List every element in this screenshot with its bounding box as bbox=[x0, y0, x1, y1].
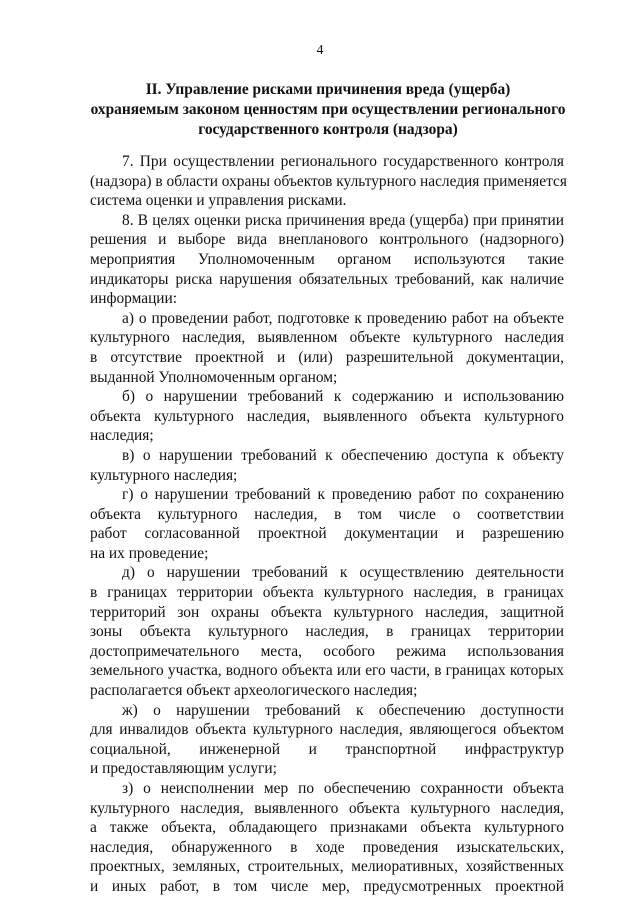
heading-line: государственного контроля (надзора) bbox=[198, 121, 458, 138]
text-line: решения и выборе вида внепланового контрольного (надзорного) bbox=[90, 231, 564, 249]
text-line: для инвалидов объекта культурного наследия, являющегося объектом bbox=[90, 721, 564, 739]
text-line: и иных работ, в том числе мер, предусмотренных проектной bbox=[90, 877, 564, 895]
list-item-z bbox=[90, 779, 564, 897]
text-line: в отсутствие проектной и (или) разрешительной документации, bbox=[90, 348, 564, 366]
text-line: наследия, обнаруженного в ходе проведения изыскательских, bbox=[90, 838, 564, 856]
heading-line: II. Управление рисками причинения вреда (ущерба) bbox=[145, 81, 511, 98]
text-line: культурного наследия; bbox=[90, 466, 238, 484]
text-line: выданной Уполномоченным органом; bbox=[90, 368, 338, 386]
text-line: объекта культурного наследия, в том числе о соответствии bbox=[90, 505, 564, 523]
text-line: б) о нарушении требований к содержанию и использованию bbox=[122, 388, 564, 406]
text-line: 7. При осуществлении регионального государственного контроля bbox=[122, 153, 564, 170]
text-line: на их проведение; bbox=[90, 544, 209, 562]
text-line: проектных, земляных, строительных, мелиоративных, хозяйственных bbox=[90, 858, 564, 876]
text-line: г) о нарушении требований к проведению работ по сохранению bbox=[122, 486, 564, 504]
text-line: (надзора) в области охраны объектов культурного наследия применяется bbox=[90, 172, 567, 190]
text-line: в границах территории объекта культурного наследия, в границах bbox=[90, 584, 564, 602]
text-line: культурного наследия, выявленном объекте культурного наследия bbox=[90, 329, 564, 347]
list-item-d bbox=[90, 563, 564, 700]
list-item-g bbox=[90, 485, 564, 563]
list-item-zh bbox=[90, 701, 564, 779]
text-line: и предоставляющим услуги; bbox=[90, 760, 277, 778]
list-item-a bbox=[90, 309, 564, 387]
list-item-v bbox=[90, 446, 564, 485]
text-line: объекта культурного наследия, выявленного объекта культурного bbox=[90, 407, 564, 425]
text-line: д) о нарушении требований к осуществлению деятельности bbox=[122, 564, 564, 582]
text-line: культурного наследия, выявленного объекта культурного наследия, bbox=[90, 799, 564, 817]
text-line: наследия; bbox=[90, 427, 154, 445]
section-heading bbox=[90, 80, 566, 140]
page-number: 4 bbox=[316, 43, 324, 58]
text-line: з) о неисполнении мер по обеспечению сохранности объекта bbox=[122, 780, 564, 797]
text-line: информации: bbox=[90, 290, 178, 308]
text-line: располагается объект археологического наследия; bbox=[90, 682, 418, 700]
text-line: работ согласованной проектной документации и разрешению bbox=[90, 525, 564, 543]
text-line: индикаторы риска нарушения обязательных требований, как наличие bbox=[90, 270, 564, 288]
text-line: мероприятия Уполномоченным органом используются такие bbox=[90, 250, 564, 268]
text-line: ж) о нарушении требований к обеспечению доступности bbox=[122, 701, 564, 719]
text-line: в) о нарушении требований к обеспечению доступа к объекту bbox=[122, 446, 564, 464]
text-line: а также объекта, обладающего признаками объекта культурного bbox=[90, 819, 564, 837]
text-line: зоны объекта культурного наследия, в границах территории bbox=[90, 623, 564, 641]
text-line: социальной, инженерной и транспортной инфраструктур bbox=[90, 740, 564, 758]
text-line: система оценки и управления рисками. bbox=[90, 192, 347, 210]
text-line: 8. В целях оценки риска причинения вреда (ущерба) при принятии bbox=[122, 211, 564, 229]
text-line: а) о проведении работ, подготовке к проведению работ на объекте bbox=[122, 309, 564, 327]
body-text bbox=[90, 152, 567, 897]
text-line: достопримечательного места, особого режима использования bbox=[90, 642, 564, 660]
list-item-b bbox=[90, 387, 564, 446]
text-line: земельного участка, водного объекта или его части, в границах которых bbox=[90, 662, 564, 680]
paragraph-8 bbox=[90, 211, 564, 309]
text-line: территорий зон охраны объекта культурного наследия, защитной bbox=[90, 603, 564, 621]
paragraph-7 bbox=[90, 152, 567, 211]
heading-line: охраняемым законом ценностям при осуществлении регионального bbox=[90, 101, 566, 118]
